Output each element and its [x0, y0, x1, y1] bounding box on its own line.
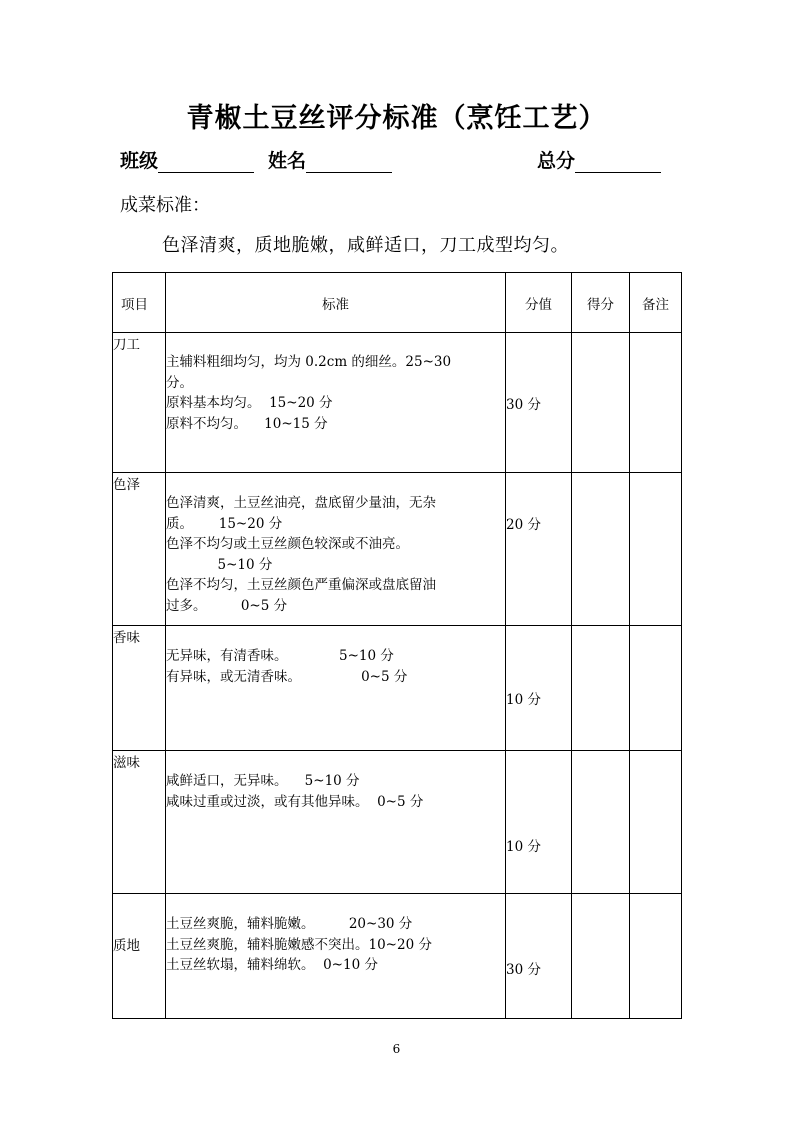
row-criteria — [166, 333, 506, 473]
row-notes-cell[interactable] — [630, 626, 682, 751]
criteria-line: 色泽不均匀或土豆丝颜色较深或不油亮。 — [166, 536, 409, 552]
row-criteria — [166, 473, 506, 626]
row-criteria — [166, 751, 506, 894]
criteria-line: 土豆丝软塌，辅料绵软。 0~10 分 — [166, 957, 378, 973]
row-points: 10 分 — [506, 751, 572, 894]
row-score-cell[interactable] — [572, 626, 630, 751]
row-score-cell[interactable] — [572, 473, 630, 626]
row-points: 20 分 — [506, 473, 572, 626]
total-label: 总分 — [537, 150, 576, 172]
name-field — [268, 146, 392, 173]
row-item: 刀工 — [113, 333, 166, 473]
total-blank-line — [575, 152, 661, 173]
criteria-line: 质。 15~20 分 — [166, 515, 283, 532]
table-row — [113, 626, 682, 751]
class-field — [120, 146, 254, 173]
row-item: 质地 — [113, 894, 166, 1019]
criteria-line: 无异味，有清香味。 5~10 分 — [166, 648, 394, 664]
row-criteria — [166, 626, 506, 751]
table-row — [113, 333, 682, 473]
row-item: 香味 — [113, 626, 166, 751]
row-score-cell[interactable] — [572, 333, 630, 473]
criteria-line: 色泽清爽，土豆丝油亮，盘底留少量油，无杂 — [166, 495, 436, 511]
header-criteria: 标准 — [166, 273, 506, 333]
criteria-line: 5~10 分 — [166, 556, 273, 573]
class-blank-line — [158, 152, 254, 173]
table-row — [113, 751, 682, 894]
page-number: 6 — [392, 1042, 401, 1056]
header-points: 分值 — [506, 273, 572, 333]
row-points: 10 分 — [506, 626, 572, 751]
criteria-line: 土豆丝爽脆，辅料脆嫩感不突出。10~20 分 — [166, 936, 432, 953]
row-item: 滋味 — [113, 751, 166, 894]
name-label: 姓名 — [268, 150, 307, 172]
row-item: 色泽 — [113, 473, 166, 626]
criteria-line: 分。 — [166, 374, 193, 391]
row-score-cell[interactable] — [572, 894, 630, 1019]
header-item: 项目 — [113, 273, 166, 333]
row-criteria — [166, 894, 506, 1019]
criteria-line: 有异味，或无清香味。 0~5 分 — [166, 668, 408, 685]
row-score-cell[interactable] — [572, 751, 630, 894]
class-label: 班级 — [120, 150, 159, 172]
table-header-row — [113, 273, 682, 333]
row-notes-cell[interactable] — [630, 473, 682, 626]
total-field — [537, 146, 661, 173]
row-points: 30 分 — [506, 333, 572, 473]
row-notes-cell[interactable] — [630, 894, 682, 1019]
criteria-line: 原料基本均匀。 15~20 分 — [166, 395, 333, 411]
criteria-line: 主辅料粗细均匀，均为 0.2cm 的细丝。25~30 — [166, 354, 452, 370]
criteria-line: 色泽不均匀，土豆丝颜色严重偏深或盘底留油 — [166, 577, 436, 593]
criteria-line: 咸味过重或过淡，或有其他异味。 0~5 分 — [166, 793, 424, 810]
criteria-line: 过多。 0~5 分 — [166, 597, 288, 614]
page-title: 青椒土豆丝评分标准（烹饪工艺） — [186, 103, 607, 134]
criteria-line: 土豆丝爽脆，辅料脆嫩。 20~30 分 — [166, 916, 413, 932]
criteria-line: 咸鲜适口，无异味。 5~10 分 — [166, 773, 360, 789]
row-notes-cell[interactable] — [630, 751, 682, 894]
standard-text: 色泽清爽，质地脆嫩，咸鲜适口，刀工成型均匀。 — [162, 235, 569, 256]
name-blank-line — [306, 152, 392, 173]
row-points: 30 分 — [506, 894, 572, 1019]
table-row — [113, 473, 682, 626]
criteria-line: 原料不均匀。 10~15 分 — [166, 415, 328, 432]
table-row — [113, 894, 682, 1019]
header-notes: 备注 — [630, 273, 682, 333]
standard-label: 成菜标准： — [120, 195, 210, 216]
row-notes-cell[interactable] — [630, 333, 682, 473]
header-score: 得分 — [572, 273, 630, 333]
scoring-table — [112, 272, 682, 1019]
